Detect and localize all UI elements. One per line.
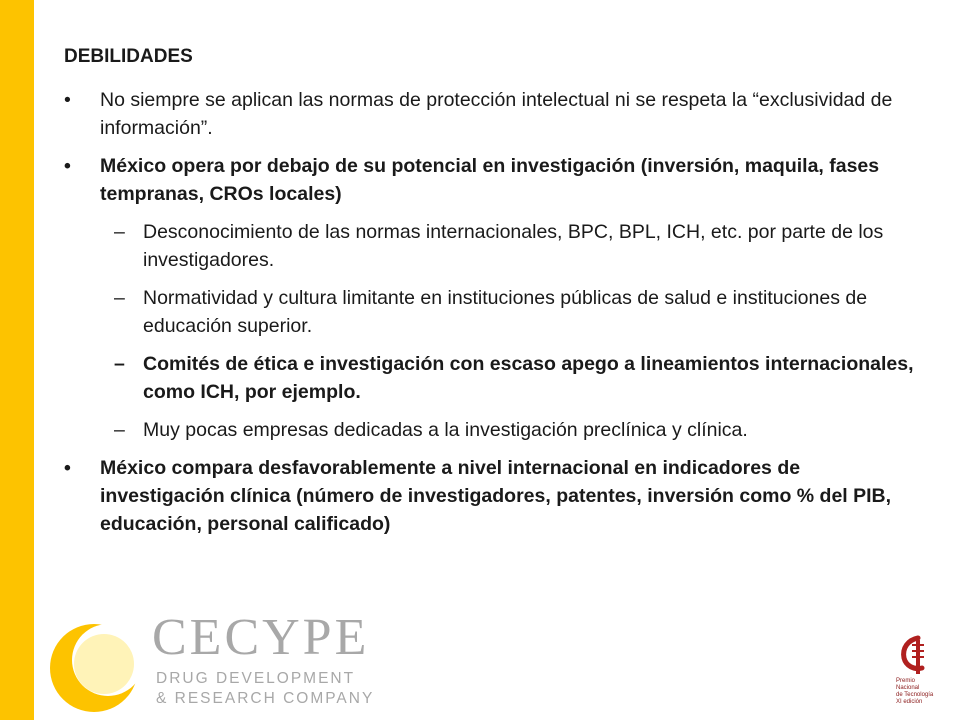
award-emblem	[888, 634, 948, 720]
sub-bullet-marker: –	[114, 419, 125, 441]
award-line: Nacional	[896, 685, 920, 691]
bullet-item	[64, 454, 914, 538]
sub-bullet-text: Muy pocas empresas dedicadas a la investigación preclínica y clínica.	[143, 419, 748, 441]
sub-bullet-item	[64, 350, 914, 406]
bullet-marker: •	[64, 155, 71, 177]
sub-bullet-item	[64, 416, 914, 444]
sub-bullet-marker: –	[114, 221, 125, 243]
award-line: Premio	[896, 678, 916, 684]
award-line: de Tecnología	[896, 692, 934, 698]
award-line: XI edición	[896, 699, 923, 705]
sub-bullet-text: Comités de ética e investigación con escaso apego a lineamientos internacionales, como ICH, por ejemplo.	[143, 353, 914, 403]
award-caption	[896, 678, 956, 706]
slide-heading: DEBILIDADES	[64, 46, 193, 67]
bullet-marker: •	[64, 89, 71, 111]
logo-wordmark: CECYPE	[152, 609, 370, 666]
bullet-text: No siempre se aplican las normas de protección intelectual ni se respeta la “exclusividad de información”.	[100, 89, 893, 139]
sub-bullet-marker: –	[114, 287, 125, 309]
accent-side-bar	[0, 0, 34, 720]
logo-tagline	[156, 669, 374, 709]
yellow-crescent-icon	[46, 612, 156, 720]
slide-content	[64, 46, 914, 548]
cecype-logo	[46, 609, 375, 720]
sub-bullet-item	[64, 218, 914, 274]
bullet-item	[64, 86, 914, 142]
award-emblem-icon	[888, 634, 948, 680]
logo-tagline-line2: & RESEARCH COMPANY	[156, 690, 375, 707]
sub-bullet-item	[64, 284, 914, 340]
sub-bullet-text: Desconocimiento de las normas internacionales, BPC, BPL, ICH, etc. por parte de los investigadores.	[143, 221, 884, 271]
sub-bullet-text: Normatividad y cultura limitante en instituciones públicas de salud e instituciones de educación superior.	[143, 287, 868, 337]
bullet-item	[64, 152, 914, 208]
bullet-text: México compara desfavorablemente a nivel internacional en indicadores de investigación clínica (número de investigadores, patentes, inversión como % del PIB, educación, personal calificado)	[100, 457, 892, 535]
bullet-text: México opera por debajo de su potencial en investigación (inversión, maquila, fases tempranas, CROs locales)	[100, 155, 880, 205]
bullet-marker: •	[64, 457, 71, 479]
logo-tagline-line1: DRUG DEVELOPMENT	[156, 670, 356, 687]
sub-bullet-marker: –	[114, 353, 125, 375]
